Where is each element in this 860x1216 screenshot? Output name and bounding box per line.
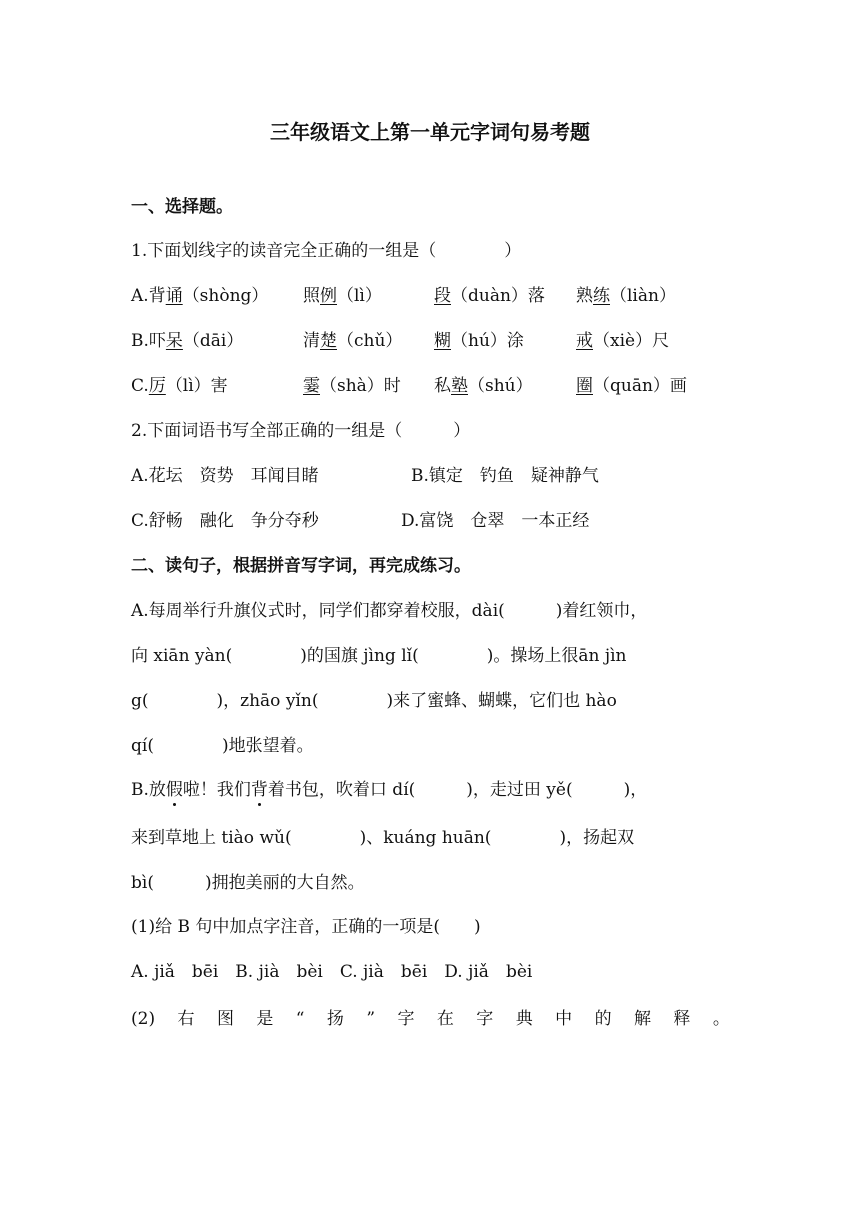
q1-c-item-3: 私塾（shú） [434,376,533,396]
page-title: 三年级语文上第一单元字词句易考题 [270,120,590,144]
passage-b-line-3: bì( )拥抱美丽的大自然。 [131,873,365,893]
passage-b-line-1: B.放假啦！我们背着书包，吹着口 dí( )，走过田 yě( )， [131,780,648,800]
q1-b-item-1: B.吓呆（dāi） [131,331,244,351]
sub-question-1-stem: (1)给 B 句中加点字注音，正确的一项是( ) [131,917,481,937]
passage-b-line-2: 来到草地上 tiào wǔ( )、kuáng huān( )，扬起双 [131,828,635,848]
dotted-char-bei: 背 [250,780,268,800]
sub-question-2-line: (2) 右 图 是 “ 扬 ” 字 在 字 典 中 的 解 释 。 [131,1009,730,1029]
q1-c-item-2: 霎（shà）时 [303,376,401,396]
passage-a-line-3: g( )，zhāo yǐn( )来了蜜蜂、蝴蝶，它们也 hào [131,691,617,711]
q1-stem: 1.下面划线字的读音完全正确的一组是（ ） [131,241,522,261]
section2-heading: 二、读句子，根据拼音写字词，再完成练习。 [131,556,471,576]
dotted-char-jia: 假 [165,780,183,800]
passage-a-line-4: qí( )地张望着。 [131,736,314,756]
q2-stem: 2.下面词语书写全部正确的一组是（ ） [131,421,471,441]
q1-a-item-2: 照例（lì） [303,286,382,306]
q2-option-b: B.镇定 钓鱼 疑神静气 [411,466,599,486]
q2-option-d: D.富饶 仓翠 一本正经 [401,511,590,531]
q1-b-item-4: 戒（xiè）尺 [576,331,670,351]
q1-c-item-4: 圈（quān）画 [576,376,687,396]
q1-c-item-1: C.厉（lì）害 [131,376,228,396]
q2-option-c: C.舒畅 融化 争分夺秒 [131,511,319,531]
q1-a-item-3: 段（duàn）落 [434,286,545,306]
q1-b-item-3: 糊（hú）涂 [434,331,524,351]
q2-option-a: A.花坛 资势 耳闻目睹 [131,466,319,486]
q1-b-item-2: 清楚（chǔ） [303,331,403,351]
passage-a-line-1: A.每周举行升旗仪式时，同学们都穿着校服，dài( )着红领巾， [131,601,648,621]
q1-a-item-1: A.背诵（shòng） [131,286,269,306]
section1-heading: 一、选择题。 [131,197,233,217]
q1-a-item-4: 熟练（liàn） [576,286,676,306]
sub-question-1-options: A. jiǎ bēi B. jià bèi C. jià bēi D. jiǎ bèi [131,962,533,982]
passage-a-line-2: 向 xiān yàn( )的国旗 jìng lǐ( )。操场上很ān jìn [131,646,627,666]
